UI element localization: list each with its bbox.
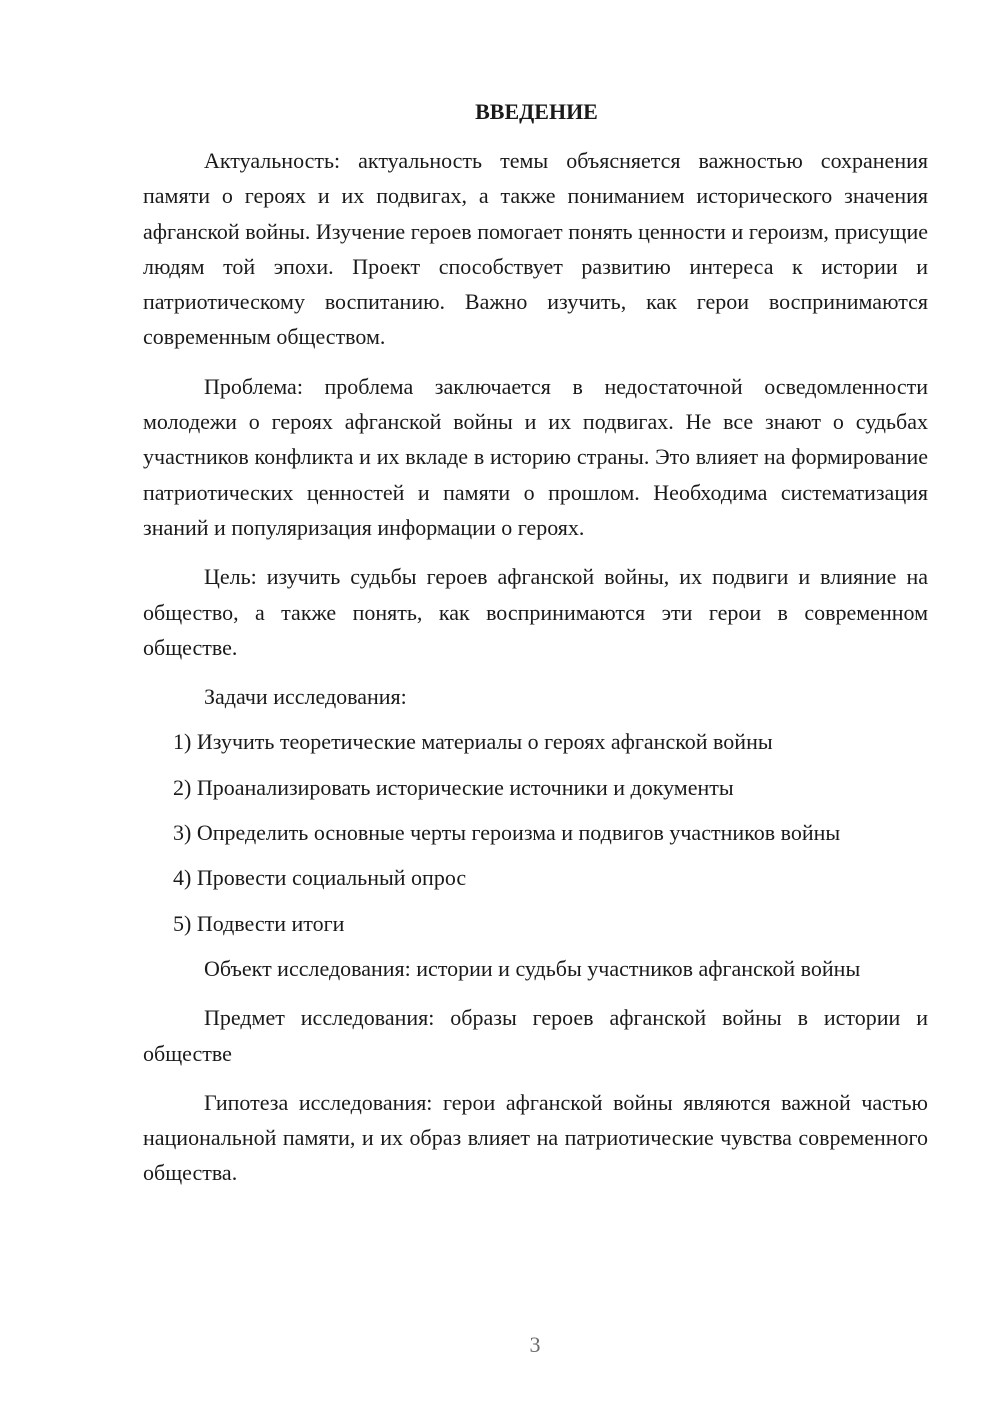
task-item: 1) Изучить теоретические материалы о героях афганской войны — [173, 729, 773, 755]
page-content — [143, 94, 928, 1205]
task-item: 2) Проанализировать исторические источники и документы — [173, 774, 734, 800]
relevance-paragraph: Актуальность: актуальность темы объясняется важностью сохранения памяти о героях и их подвигах, а также пониманием исторического значения афганской войны. Изучение героев помогает понять ценности и героизм, присущие людям той эпохи. Проект способствует развитию интереса к истории и патриотическому воспитанию. Важно изучить, как герои воспринимаются современным обществом. — [143, 148, 928, 350]
tasks-heading: Задачи исследования: — [204, 684, 407, 710]
object-paragraph: Объект исследования: истории и судьбы участников афганской войны — [204, 955, 861, 981]
task-item: 5) Подвести итоги — [173, 910, 345, 936]
hypothesis-paragraph: Гипотеза исследования: герои афганской войны являются важной частью национальной памяти, и их образ влияет на патриотические чувства современного общества. — [143, 1089, 928, 1186]
task-item: 4) Провести социальный опрос — [173, 865, 467, 891]
subject-paragraph: Предмет исследования: образы героев афганской войны в истории и обществе — [143, 1005, 928, 1066]
goal-paragraph: Цель: изучить судьбы героев афганской войны, их подвиги и влияние на общество, а также понять, как воспринимаются эти герои в современном обществе. — [143, 564, 928, 660]
problem-paragraph: Проблема: проблема заключается в недостаточной осведомленности молодежи о героях афганской войны и их подвигах. Не все знают о судьбах участников конфликта и их вкладе в историю страны. Это влияет на формирование патриотических ценностей и памяти о прошлом. Необходима систематизация знаний и популяризация информации о героях. — [143, 373, 928, 540]
page-title: ВВЕДЕНИЕ — [475, 99, 598, 124]
task-item: 3) Определить основные черты героизма и подвигов участников войны — [173, 820, 841, 846]
page-number: 3 — [529, 1332, 541, 1357]
